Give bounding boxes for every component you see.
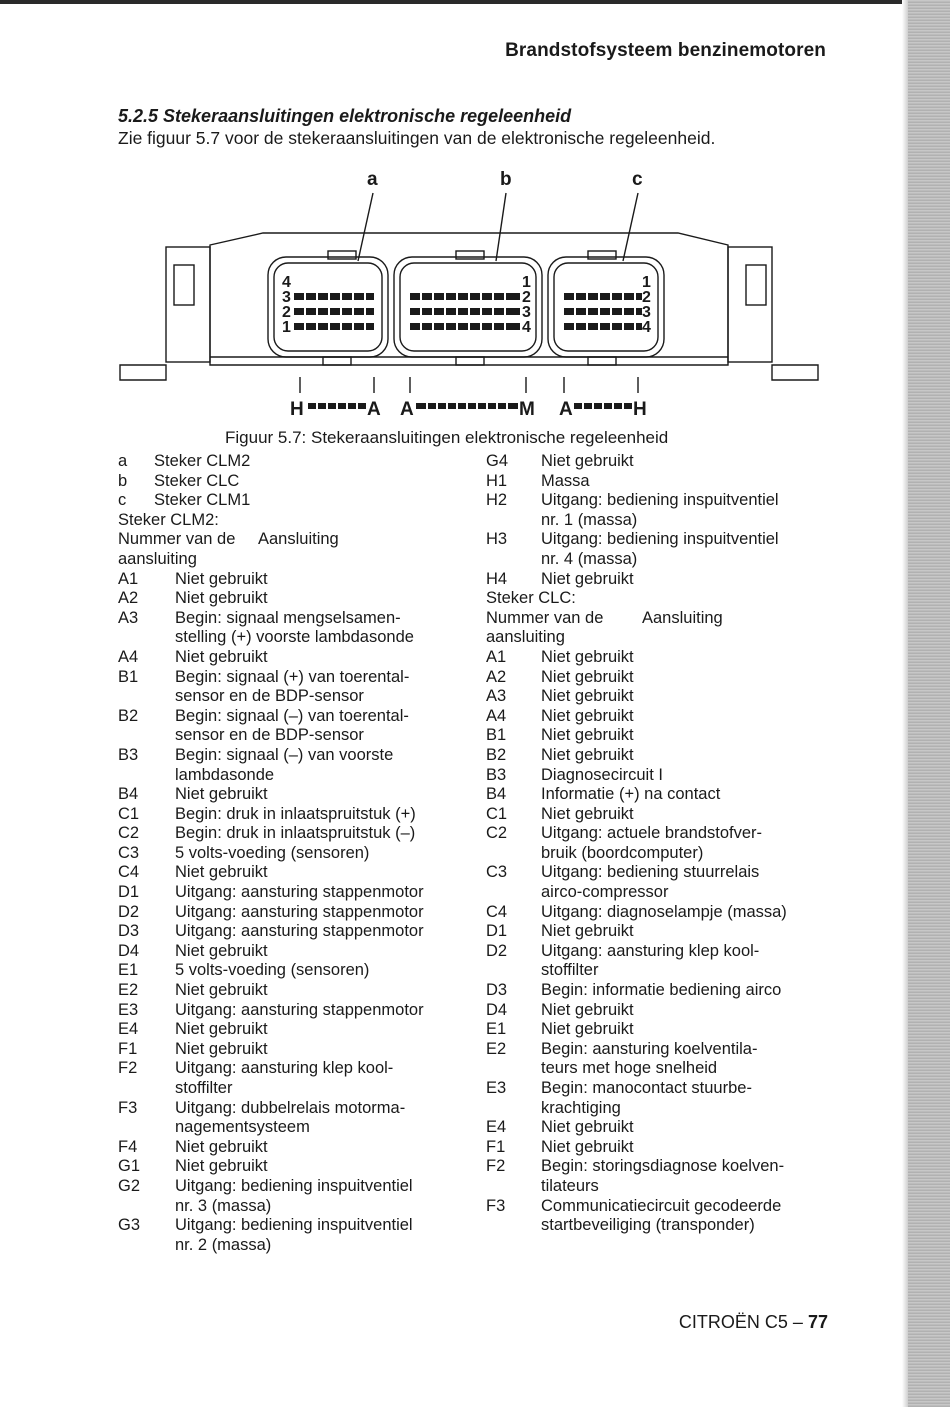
pin-code: F2 [486,1157,506,1176]
pin-code: C4 [486,902,508,921]
pin-description-line: sensor en de BDP-sensor [175,687,364,706]
pin-code: C1 [118,804,140,823]
clm2-row-label: 3 [282,289,291,306]
pin-description-line: Niet gebruikt [175,1137,268,1156]
pin-code: B4 [118,785,139,804]
pin-row [118,883,478,903]
pin-row [118,863,478,883]
pin-code: G2 [118,1176,141,1195]
pin-code: F2 [118,1059,138,1078]
pin-description [541,491,836,530]
pin-description [175,922,478,942]
pin-code: G3 [118,1216,141,1235]
pin-row [118,961,478,981]
pin-description-line: Uitgang: bediening inspuitventiel [541,491,779,510]
pin-description [175,1157,478,1177]
pin-description-line: nr. 3 (massa) [175,1196,272,1215]
pin-description-line: Niet gebruikt [175,1157,268,1176]
pin-description-line: stelling (+) voorste lambdasonde [175,628,414,647]
pin-code: B1 [486,726,507,745]
pin-description [541,785,836,805]
pin-description [541,805,836,825]
clm2-pin-list-continued [486,452,836,589]
pin-row [486,570,836,590]
pin-description-line: sensor en de BDP-sensor [175,726,364,745]
pin-row [118,805,478,825]
pin-description [175,1138,478,1158]
pin-row [486,824,836,863]
pin-row [486,452,836,472]
pin-description-line: Niet gebruikt [541,1020,634,1039]
pin-code: D1 [486,922,508,941]
pin-description-line: Uitgang: diagnoselampje (massa) [541,902,787,921]
page-edge-scan [908,0,950,1407]
pin-description-line: Niet gebruikt [541,706,634,725]
pin-description-line: Uitgang: bediening inspuitventiel [175,1176,413,1195]
pin-description-line: Uitgang: aansturing stappenmotor [175,1000,424,1019]
clc-pin-list [486,648,836,1236]
pin-description [175,1099,478,1138]
pin-row [486,491,836,530]
top-rule [0,0,910,4]
pin-code: H1 [486,471,508,490]
pin-row [486,766,836,786]
clc-row-label: 3 [522,304,531,321]
pin-code: A1 [486,647,507,666]
pin-code: D3 [118,922,140,941]
pin-description-line: Begin: signaal (–) van voorste [175,745,394,764]
callout-b: b [500,169,512,190]
pin-code: D2 [118,902,140,921]
legend-text: Steker CLM2 [154,452,251,470]
pin-code: H3 [486,530,508,549]
pin-description-line: Begin: storingsdiagnose koelven- [541,1157,785,1176]
pin-description [541,1040,836,1079]
pin-description [175,883,478,903]
pin-description [541,530,836,569]
header-number-cont: aansluiting [118,549,197,568]
clm2-range-start: H [290,399,304,420]
legend-code: b [118,471,128,490]
clc-range-start: A [400,399,414,420]
clm1-range-start: A [559,399,573,420]
clm2-table-header [118,530,478,550]
pin-description [541,472,836,492]
pin-row [118,1059,478,1098]
pin-row [118,1099,478,1138]
pin-code: A2 [118,589,139,608]
pin-description [541,1157,836,1196]
pin-row [118,1138,478,1158]
pin-row [118,922,478,942]
pin-description [541,668,836,688]
pin-description-line: Informatie (+) na contact [541,785,721,804]
pin-description [175,589,478,609]
pin-description-line: Niet gebruikt [175,1039,268,1058]
pin-row [486,863,836,902]
pin-description [175,863,478,883]
clc-row-label: 4 [522,319,531,336]
pin-row [118,1001,478,1021]
pin-description [175,844,478,864]
pin-code: A4 [486,706,507,725]
clm2-row-label: 1 [282,319,291,336]
pin-code: F1 [118,1039,138,1058]
pin-description [541,1197,836,1236]
pin-description-line: Begin: druk in inlaatspruitstuk (+) [175,804,416,823]
pin-description-line: 5 volts-voeding (sensoren) [175,961,370,980]
pin-code: B3 [486,765,507,784]
pin-description-line: Uitgang: aansturing stappenmotor [175,902,424,921]
pin-code: C2 [486,824,508,843]
pin-description [541,1138,836,1158]
clm1-row-label: 2 [642,289,651,306]
pin-row [118,589,478,609]
clc-row-label: 2 [522,289,531,306]
pin-code: E2 [486,1039,507,1058]
pin-description-line: teurs met hoge snelheid [541,1059,718,1078]
pin-row [486,1020,836,1040]
clm2-row-label: 4 [282,274,291,291]
pin-code: C3 [486,863,508,882]
pin-description-line: Niet gebruikt [175,589,268,608]
pin-description [541,981,836,1001]
pin-description-line: Begin: signaal mengselsamen- [175,608,401,627]
pin-code: D1 [118,883,140,902]
running-header: Brandstofsysteem benzinemotoren [505,40,826,61]
pin-code: B2 [486,745,507,764]
pin-description [175,805,478,825]
legend-code: a [118,452,128,470]
pin-code: C1 [486,804,508,823]
pin-row [486,668,836,688]
pin-row [118,1216,478,1255]
pin-description [175,903,478,923]
pin-row [118,668,478,707]
pin-description-line: Communicatiecircuit gecodeerde [541,1196,782,1215]
pin-description-line: Niet gebruikt [175,785,268,804]
pin-description [541,1118,836,1138]
header-number: Nummer van de [486,608,604,627]
pin-description-line: Niet gebruikt [541,569,634,588]
pin-code: H4 [486,569,508,588]
pin-description [175,1216,478,1255]
pin-description [175,609,478,648]
pin-description [541,1001,836,1021]
pin-description [541,903,836,923]
pin-row [486,785,836,805]
pin-description-line: Niet gebruikt [175,1020,268,1039]
pin-description-line: nr. 1 (massa) [541,510,638,529]
pin-description-line: nr. 2 (massa) [175,1235,272,1254]
pin-description-line: Niet gebruikt [541,1137,634,1156]
pin-row [118,648,478,668]
pin-code: A2 [486,667,507,686]
pin-row [486,1138,836,1158]
pin-code: A3 [486,687,507,706]
pin-row [118,1157,478,1177]
pin-description-line: Massa [541,471,590,490]
pin-code: F1 [486,1137,506,1156]
pin-row [118,1040,478,1060]
pin-row [118,570,478,590]
pin-description [175,746,478,785]
legend-text: Steker CLC [154,471,240,490]
pin-row [118,942,478,962]
pin-description-line: Begin: informatie bediening airco [541,981,782,1000]
pin-row [486,687,836,707]
pin-description-line: Uitgang: bediening inspuitventiel [541,530,779,549]
pin-code: D2 [486,941,508,960]
footer-brand: CITROËN C5 – [678,1312,803,1332]
pin-description [175,942,478,962]
pin-code: B1 [118,667,139,686]
clc-table-header [486,609,836,629]
pin-description-line: airco-compressor [541,883,669,902]
pin-description-line: nr. 4 (massa) [541,549,638,568]
clm2-pin-list [118,570,478,1256]
pin-description [541,452,836,472]
pin-code: E2 [118,981,139,1000]
pin-code: E4 [486,1118,507,1137]
pin-code: E1 [486,1020,507,1039]
pin-row [118,824,478,844]
callout-a-leader [358,193,373,261]
pin-description-line: Uitgang: aansturing stappenmotor [175,883,424,902]
pin-description-line: Niet gebruikt [175,569,268,588]
callout-c: c [632,169,643,190]
pin-description-line: Niet gebruikt [541,804,634,823]
callout-c-leader [623,193,638,261]
section-title: 5.2.5 Stekeraansluitingen elektronische regeleenheid [118,106,572,126]
pin-description [175,570,478,590]
pin-description-line: Niet gebruikt [541,647,634,666]
pin-code: E3 [118,1000,139,1019]
clc-range-end: M [519,399,535,420]
pin-description-line: stoffilter [541,961,599,980]
pin-code: D3 [486,981,508,1000]
pin-row [118,981,478,1001]
pin-row [118,609,478,648]
pin-code: A1 [118,569,139,588]
ecu-connector-diagram [118,165,828,425]
pin-code: C4 [118,863,140,882]
pin-description [541,863,836,902]
pin-description-line: Niet gebruikt [541,667,634,686]
pin-row [118,785,478,805]
pin-description [175,1059,478,1098]
pin-row [486,805,836,825]
pin-description-line: Begin: aansturing koelventila- [541,1039,758,1058]
pin-code: C3 [118,843,140,862]
clm1-row-label: 4 [642,319,651,336]
pin-description [541,766,836,786]
pin-description-line: nagementsysteem [175,1118,310,1137]
callout-a: a [367,169,378,190]
pin-row [486,1040,836,1079]
pin-row [486,1079,836,1118]
pin-description [175,707,478,746]
pin-description [541,1079,836,1118]
pin-description-line: Niet gebruikt [541,687,634,706]
pin-description-line: Uitgang: bediening inspuitventiel [175,1216,413,1235]
pin-description-line: Begin: druk in inlaatspruitstuk (–) [175,824,416,843]
pin-description [175,648,478,668]
pin-description-line: Begin: signaal (+) van toerental- [175,667,410,686]
header-connection: Aansluiting [258,530,339,549]
pin-description-line: Uitgang: dubbelrelais motorma- [175,1098,406,1117]
pin-row [486,942,836,981]
pin-code: B3 [118,745,139,764]
callout-b-leader [496,193,506,261]
pin-row [118,903,478,923]
pin-description [175,668,478,707]
page-footer [679,1312,828,1333]
clm1-row-label: 3 [642,304,651,321]
header-number: Nummer van de [118,530,236,549]
figure-caption: Figuur 5.7: Stekeraansluitingen elektronische regeleenheid [225,428,669,447]
pin-description-line: tilateurs [541,1176,599,1195]
legend-code: c [118,491,127,510]
pin-description [175,961,478,981]
pin-description [175,1040,478,1060]
pin-description-line: Uitgang: aansturing klep kool- [541,941,760,960]
pin-description-line: Niet gebruikt [541,1118,634,1137]
pin-description [541,922,836,942]
pin-description-line: Uitgang: bediening stuurrelais [541,863,760,882]
clm2-title: Steker CLM2: [118,510,219,529]
pin-description-line: Niet gebruikt [175,863,268,882]
pin-description-line: Niet gebruikt [541,452,634,470]
pin-code: D4 [118,941,140,960]
pin-description-line: krachtiging [541,1098,621,1117]
pin-row [486,1118,836,1138]
pin-description-line: Niet gebruikt [541,922,634,941]
pin-description-line: Niet gebruikt [541,745,634,764]
clm2-row-label: 2 [282,304,291,321]
header-connection: Aansluiting [642,608,723,627]
pin-description-line: startbeveiliging (transponder) [541,1216,755,1235]
pin-description [175,1020,478,1040]
pin-code: A4 [118,647,139,666]
pin-description [541,1020,836,1040]
pin-description-line: bruik (boordcomputer) [541,843,704,862]
pin-description [175,981,478,1001]
pin-description-line: Uitgang: actuele brandstofver- [541,824,763,843]
page-number: 77 [807,1312,828,1332]
clm2-range-end: A [367,399,381,420]
pin-description-line: Begin: manocontact stuurbe- [541,1079,752,1097]
pin-row [486,922,836,942]
pin-description [175,1001,478,1021]
pin-description-line: Niet gebruikt [175,981,268,1000]
legend-item [118,452,478,472]
pin-description-line: Uitgang: aansturing klep kool- [175,1059,394,1078]
clm1-row-label: 1 [642,274,651,291]
right-column [486,452,836,1236]
pin-row [486,726,836,746]
pin-description [541,746,836,766]
pin-row [486,648,836,668]
pin-code: E1 [118,961,139,980]
pin-code: E4 [118,1020,139,1039]
pin-row [486,981,836,1001]
pin-code: G1 [118,1157,141,1176]
pin-row [118,1020,478,1040]
pin-code: F3 [118,1098,138,1117]
legend-text: Steker CLM1 [154,491,251,510]
pin-description-line: Begin: signaal (–) van toerental- [175,706,409,725]
figure-ecu-connectors [118,165,828,425]
pin-description [175,1177,478,1216]
pin-code: F4 [118,1137,138,1156]
pin-description-line: Niet gebruikt [541,1000,634,1019]
legend-item [118,472,478,492]
pin-row [486,1157,836,1196]
pin-code: B2 [118,706,139,725]
pin-description [541,687,836,707]
pin-row [486,707,836,727]
pin-row [486,903,836,923]
pin-code: H2 [486,491,508,510]
section-intro: Zie figuur 5.7 voor de stekeraansluitingen van de elektronische regeleenheid. [118,128,716,148]
pin-description [541,726,836,746]
pin-code: B4 [486,785,507,804]
pin-code: E3 [486,1079,507,1097]
pin-description [541,570,836,590]
pin-description-line: lambdasonde [175,765,275,784]
pin-description [541,707,836,727]
header-number-cont: aansluiting [486,628,565,647]
pin-row [118,746,478,785]
pin-description-line: Niet gebruikt [175,941,268,960]
clc-title: Steker CLC: [486,589,576,608]
pin-description [541,824,836,863]
pin-row [486,530,836,569]
pin-row [118,844,478,864]
pin-description-line: Niet gebruikt [541,726,634,745]
pin-code: C2 [118,824,140,843]
pin-code: G4 [486,452,509,470]
legend-item [118,491,478,511]
clm1-range-end: H [633,399,647,420]
pin-row [118,1177,478,1216]
pin-description-line: Niet gebruikt [175,647,268,666]
pin-code: F3 [486,1196,506,1215]
pin-description-line: stoffilter [175,1079,233,1097]
clc-row-label: 1 [522,274,531,291]
left-column [118,452,478,1255]
pin-description-line: 5 volts-voeding (sensoren) [175,843,370,862]
pin-row [486,746,836,766]
pin-code: D4 [486,1000,508,1019]
pin-description [175,785,478,805]
pin-code: A3 [118,608,139,627]
pin-description-line: Uitgang: aansturing stappenmotor [175,922,424,941]
pin-description-line: Diagnosecircuit I [541,765,663,784]
pin-description [541,942,836,981]
pin-row [486,472,836,492]
pin-description [541,648,836,668]
pin-description [175,824,478,844]
pin-row [486,1197,836,1236]
pin-row [118,707,478,746]
pin-row [486,1001,836,1021]
